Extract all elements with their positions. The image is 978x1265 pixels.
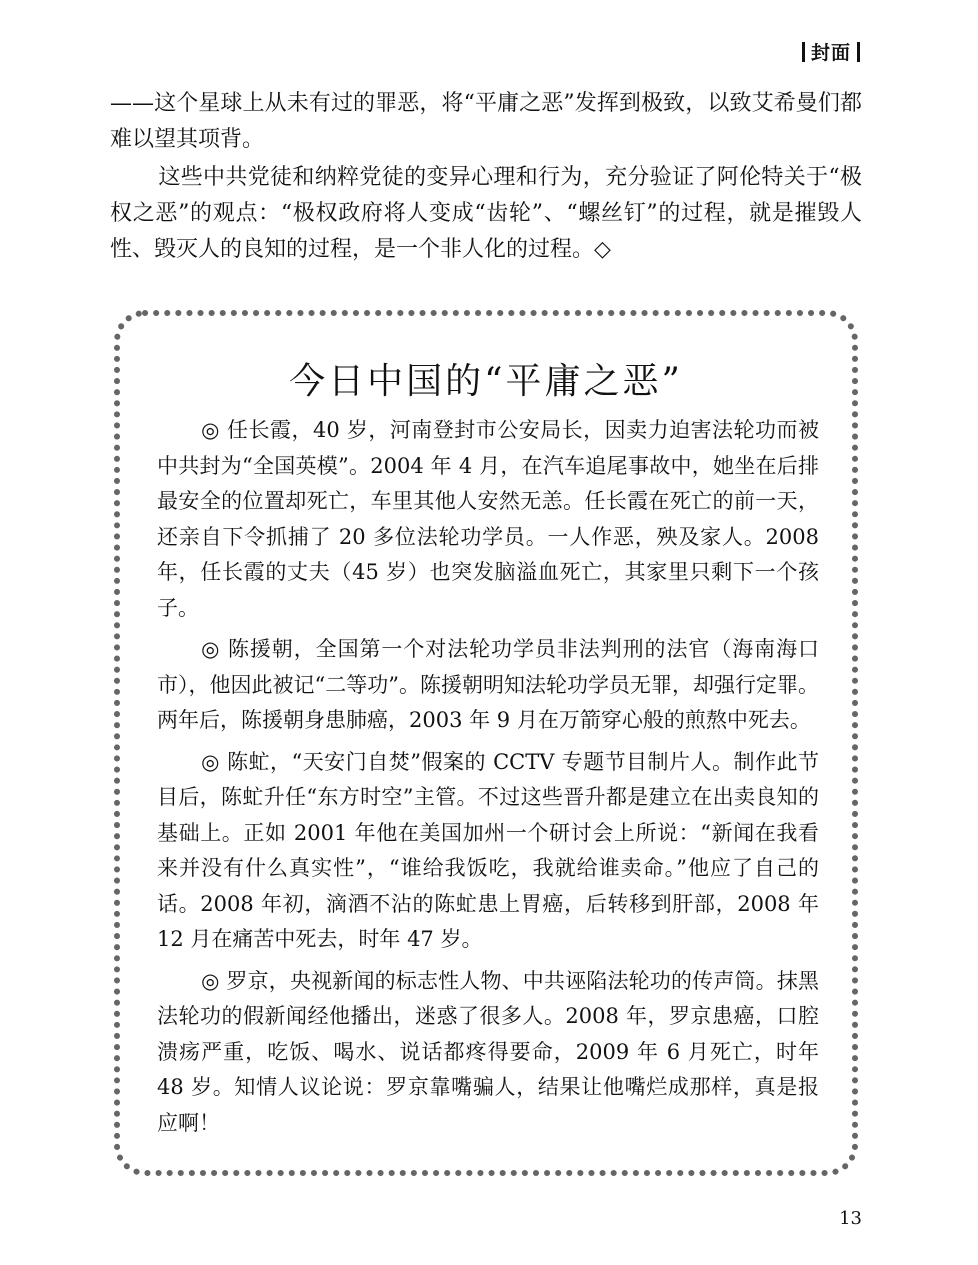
header-section-title: 封面: [810, 42, 851, 64]
entry-chen-yuanchao: ◎ 陈援朝，全国第一个对法轮功学员非法判刑的法官（海南海口市），他因此被记“二等功”。陈援朝明知法轮功学员无罪，却强行定罪。两年后，陈援朝身患肺癌，2003 年 9 月在万箭穿心般的煎熬中死去。: [157, 637, 819, 732]
intro-paragraph-1: ——这个星球上从未有过的罪恶，将“平庸之恶”发挥到极致，以致艾希曼们都难以望其项背。: [110, 91, 862, 152]
header-bar-right: [857, 42, 860, 62]
page-number: 13: [839, 1208, 862, 1229]
intro-text: [110, 86, 862, 270]
entry-ren-changxia: ◎ 任长霞，40 岁，河南登封市公安局长，因卖力迫害法轮功而被中共封为“全国英模”。2004 年 4 月，在汽车追尾事故中，她坐在后排最安全的位置却死亡，车里其他人安然无恙。任长霞在死亡的前一天，还亲自下令抓捕了 20 多位法轮功学员。一人作恶，殃及家人。2008 年，任长霞的丈夫（45 岁）也突发脑溢血死亡，其家里只剩下一个孩子。: [157, 418, 819, 620]
entry-luo-jing: ◎ 罗京，央视新闻的标志性人物、中共诬陷法轮功的传声筒。抹黑法轮功的假新闻经他播出，迷惑了很多人。2008 年，罗京患癌，口腔溃疡严重，吃饭、喝水、说话都疼得要命，2009 年 6 月死亡，时年 48 岁。知情人议论说：罗京靠嘴骗人，结果让他嘴烂成那样，真是报应啊！: [157, 968, 819, 1135]
entry-chen-meng: ◎ 陈虻，“天安门自焚”假案的 CCTV 专题节目制片人。制作此节目后，陈虻升任“东方时空”主管。不过这些晋升都是建立在出卖良知的基础上。正如 2001 年他在美国加州一个研讨会上所说：“新闻在我看来并没有什么真实性”，“谁给我饭吃，我就给谁卖命。”他应了自己的话。2008 年初，滴酒不沾的陈虻患上胃癌，后转移到肝部，2008 年 12 月在痛苦中死去，时年 47 岁。: [157, 749, 819, 951]
intro-paragraph-2: 这些中共党徒和纳粹党徒的变异心理和行为，充分验证了阿伦特关于“极权之恶”的观点：“极权政府将人变成“齿轮”、“螺丝钉”的过程，就是摧毁人性、毁灭人的良知的过程，是一个非人化的过程。◇: [110, 165, 862, 262]
header-bar-left: [802, 42, 805, 62]
running-header: [796, 38, 866, 65]
sidebar-box: [113, 309, 859, 1177]
entries-list: [157, 413, 819, 1147]
box-title: 今日中国的“平庸之恶”: [289, 361, 683, 402]
